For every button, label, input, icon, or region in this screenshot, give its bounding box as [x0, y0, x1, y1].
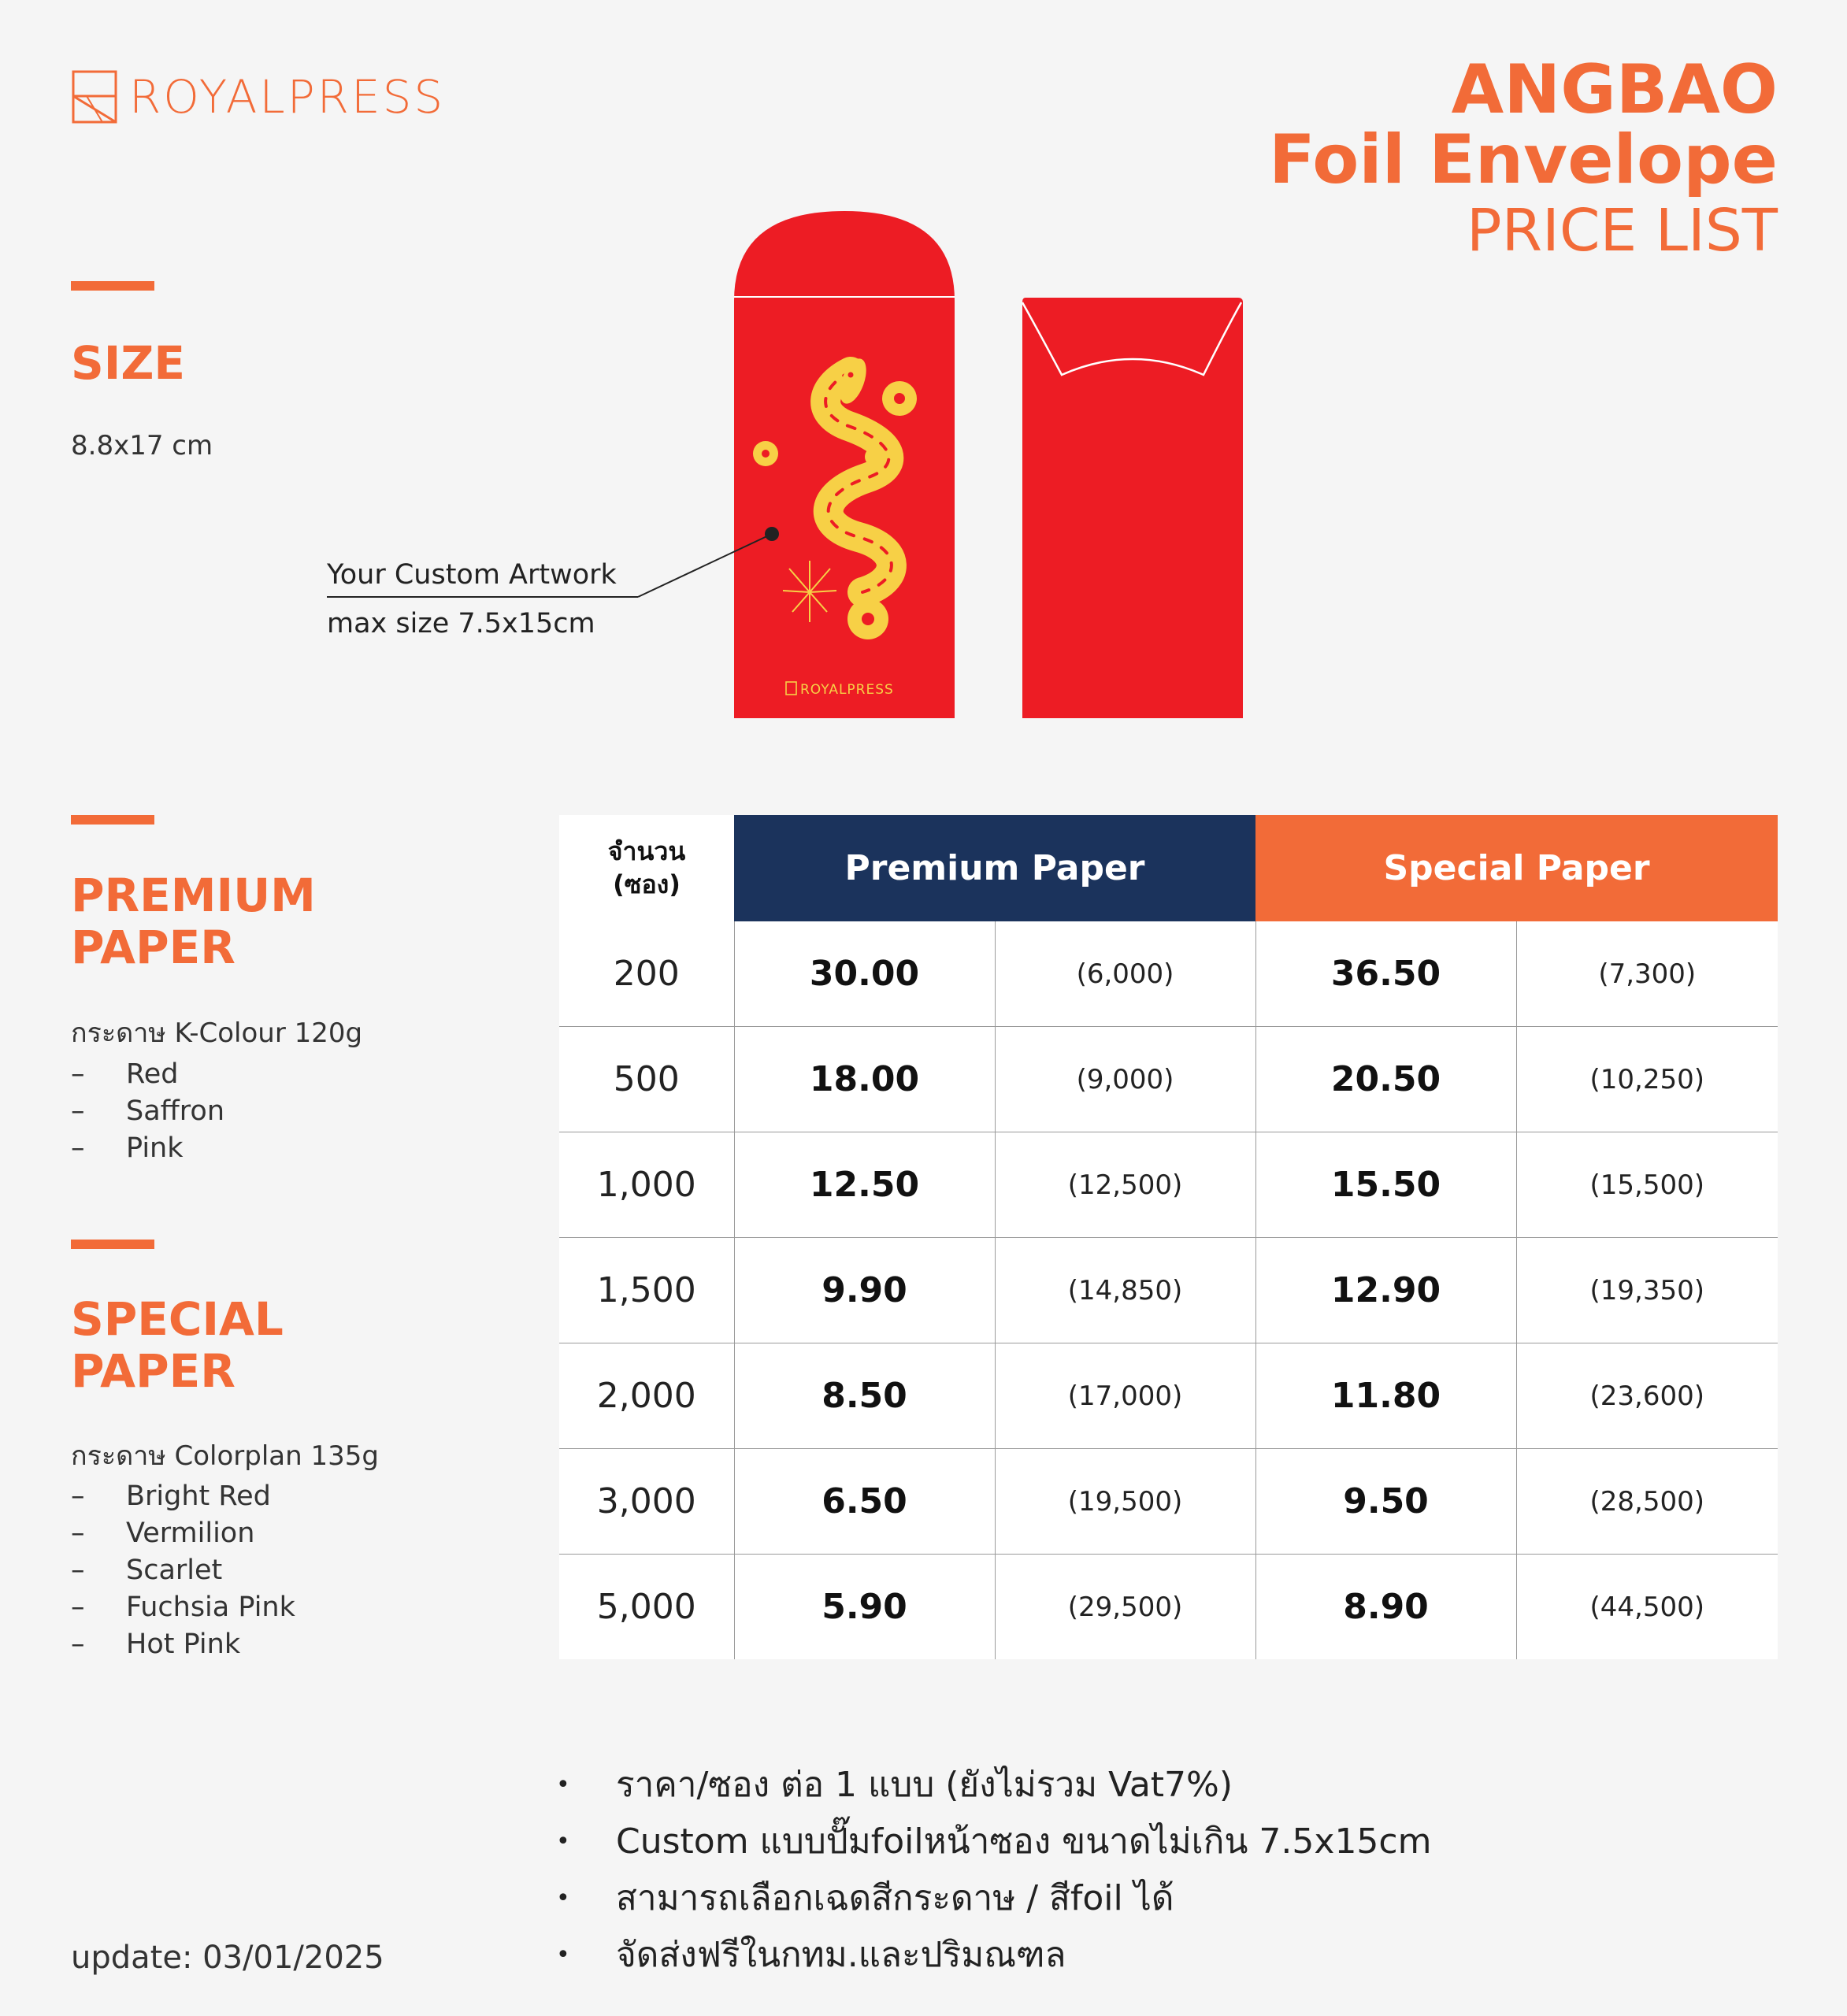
- premium-accent-bar: [71, 815, 154, 825]
- note-text: จัดส่งฟรีในกทม.และปริมณฑล: [616, 1935, 1066, 1975]
- note-text: Custom แบบปั๊มfoilหน้าซอง ขนาดไม่เกิน 7.5x15cm: [616, 1821, 1432, 1862]
- bullet-icon: •: [556, 1827, 570, 1855]
- table-row: [559, 1343, 1778, 1449]
- artwork-callout-line: [323, 526, 780, 605]
- premium-total-price-cell: (29,500): [995, 1555, 1255, 1660]
- list-item: [71, 1551, 295, 1588]
- price-table: [559, 815, 1778, 1659]
- list-item: [71, 1092, 224, 1129]
- color-name: Bright Red: [126, 1480, 271, 1512]
- special-unit-price-cell: 11.80: [1255, 1343, 1516, 1449]
- special-unit-price-cell: 36.50: [1255, 921, 1516, 1027]
- special-total-price-cell: (7,300): [1516, 921, 1778, 1027]
- color-name: Red: [126, 1058, 179, 1090]
- note-item: [556, 1926, 1431, 1983]
- dash-icon: –: [71, 1517, 85, 1549]
- premium-total-price-cell: (14,850): [995, 1238, 1255, 1343]
- special-accent-bar: [71, 1240, 154, 1249]
- special-total-price-cell: (15,500): [1516, 1132, 1778, 1238]
- note-item: [556, 1756, 1431, 1813]
- table-row: [559, 1449, 1778, 1555]
- qty-cell: 5,000: [559, 1555, 734, 1660]
- special-heading: [71, 1293, 284, 1397]
- special-unit-price-cell: 9.50: [1255, 1449, 1516, 1555]
- special-total-price-cell: (44,500): [1516, 1555, 1778, 1660]
- title-line-3: PRICE LIST: [1466, 196, 1778, 265]
- special-unit-price-cell: 12.90: [1255, 1238, 1516, 1343]
- premium-heading-line1: PREMIUM: [71, 869, 316, 922]
- title-line-2: Foil Envelope: [1268, 120, 1778, 200]
- table-row: [559, 1555, 1778, 1660]
- special-total-price-cell: (28,500): [1516, 1449, 1778, 1555]
- premium-heading: [71, 869, 316, 973]
- dash-icon: –: [71, 1095, 85, 1127]
- table-row: [559, 1132, 1778, 1238]
- premium-unit-price-cell: 8.50: [734, 1343, 995, 1449]
- premium-total-price-cell: (6,000): [995, 921, 1255, 1027]
- envelope-front-illustration: [732, 206, 957, 720]
- envelope-logo-text: ROYALPRESS: [800, 682, 894, 698]
- premium-unit-price-cell: 6.50: [734, 1449, 995, 1555]
- special-column-header: Special Paper: [1255, 815, 1778, 921]
- color-name: Fuchsia Pink: [126, 1591, 295, 1623]
- qty-cell: 3,000: [559, 1449, 734, 1555]
- list-item: [71, 1055, 224, 1092]
- envelope-back-illustration: [1021, 296, 1243, 720]
- update-date: update: 03/01/2025: [71, 1940, 384, 1976]
- special-heading-line1: SPECIAL: [71, 1292, 284, 1346]
- title-line-1: ANGBAO: [1451, 50, 1778, 129]
- size-accent-bar: [71, 281, 154, 291]
- artwork-callout-size: max size 7.5x15cm: [327, 608, 595, 639]
- color-name: Vermilion: [126, 1517, 255, 1549]
- premium-total-price-cell: (19,500): [995, 1449, 1255, 1555]
- table-row: [559, 1238, 1778, 1343]
- premium-unit-price-cell: 9.90: [734, 1238, 995, 1343]
- artwork-callout-title: Your Custom Artwork: [327, 559, 617, 591]
- dash-icon: –: [71, 1554, 85, 1586]
- premium-heading-line2: PAPER: [71, 921, 236, 975]
- bullet-icon: •: [556, 1770, 570, 1799]
- note-text: ราคา/ซอง ต่อ 1 แบบ (ยังไม่รวม Vat7%): [616, 1765, 1233, 1805]
- table-header-row: [559, 815, 1778, 921]
- table-row: [559, 1027, 1778, 1132]
- dash-icon: –: [71, 1058, 85, 1090]
- qty-cell: 1,000: [559, 1132, 734, 1238]
- special-unit-price-cell: 15.50: [1255, 1132, 1516, 1238]
- dash-icon: –: [71, 1132, 85, 1164]
- qty-column-header: [559, 815, 734, 921]
- special-unit-price-cell: 8.90: [1255, 1555, 1516, 1660]
- premium-unit-price-cell: 5.90: [734, 1555, 995, 1660]
- special-unit-price-cell: 20.50: [1255, 1027, 1516, 1132]
- list-item: [71, 1514, 295, 1551]
- qty-cell: 200: [559, 921, 734, 1027]
- special-total-price-cell: (23,600): [1516, 1343, 1778, 1449]
- premium-paper-name: กระดาษ K-Colour 120g: [71, 1017, 363, 1049]
- qty-cell: 1,500: [559, 1238, 734, 1343]
- special-color-list: [71, 1477, 295, 1662]
- color-name: Scarlet: [126, 1554, 223, 1586]
- royalpress-logo-icon: [71, 69, 118, 124]
- size-heading: SIZE: [71, 336, 186, 390]
- brand-name: ROYALPRESS: [129, 70, 446, 124]
- qty-cell: 500: [559, 1027, 734, 1132]
- color-name: Hot Pink: [126, 1628, 241, 1660]
- qty-header-line1: จำนวน: [607, 836, 686, 866]
- dash-icon: –: [71, 1628, 85, 1660]
- premium-column-header: Premium Paper: [734, 815, 1255, 921]
- premium-total-price-cell: (12,500): [995, 1132, 1255, 1238]
- notes-list: [556, 1756, 1431, 1983]
- list-item: [71, 1588, 295, 1625]
- dash-icon: –: [71, 1480, 85, 1512]
- premium-unit-price-cell: 30.00: [734, 921, 995, 1027]
- bullet-icon: •: [556, 1940, 570, 1969]
- note-text: สามารถเลือกเฉดสีกระดาษ / สีfoil ได้: [616, 1878, 1174, 1918]
- dash-icon: –: [71, 1591, 85, 1623]
- premium-unit-price-cell: 18.00: [734, 1027, 995, 1132]
- note-item: [556, 1813, 1431, 1870]
- table-row: [559, 921, 1778, 1027]
- bullet-icon: •: [556, 1884, 570, 1912]
- special-heading-line2: PAPER: [71, 1344, 236, 1399]
- special-total-price-cell: (19,350): [1516, 1238, 1778, 1343]
- special-total-price-cell: (10,250): [1516, 1027, 1778, 1132]
- note-item: [556, 1870, 1431, 1926]
- color-name: Pink: [126, 1132, 184, 1164]
- qty-header-line2: (ซอง): [613, 869, 681, 899]
- premium-total-price-cell: (9,000): [995, 1027, 1255, 1132]
- premium-color-list: [71, 1055, 224, 1166]
- premium-total-price-cell: (17,000): [995, 1343, 1255, 1449]
- premium-unit-price-cell: 12.50: [734, 1132, 995, 1238]
- size-value: 8.8x17 cm: [71, 430, 213, 461]
- brand-logo: [71, 69, 445, 124]
- special-paper-name: กระดาษ Colorplan 135g: [71, 1440, 379, 1472]
- color-name: Saffron: [126, 1095, 224, 1127]
- qty-cell: 2,000: [559, 1343, 734, 1449]
- list-item: [71, 1477, 295, 1514]
- list-item: [71, 1129, 224, 1166]
- list-item: [71, 1625, 295, 1662]
- page-title: [1268, 50, 1778, 265]
